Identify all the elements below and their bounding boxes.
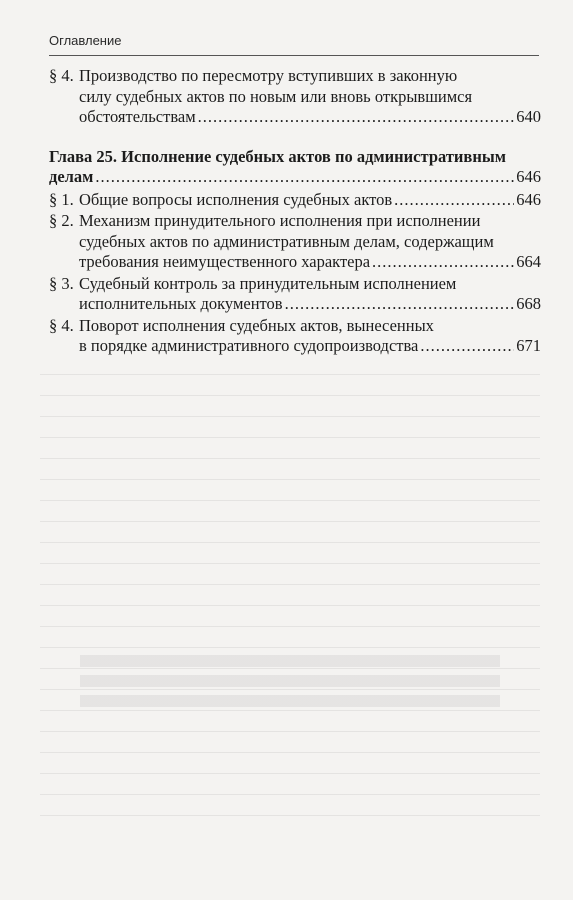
toc-chapter-25[interactable] xyxy=(49,147,541,188)
entry-title-line: в порядке административного судопроизводства xyxy=(79,336,419,355)
page-number: 671 xyxy=(516,336,541,355)
page-number: 646 xyxy=(516,189,541,209)
running-head-title: Оглавление xyxy=(49,33,122,48)
chapter-title-line: Глава 25. Исполнение судебных актов по административным xyxy=(49,146,506,166)
section-number: § 4. xyxy=(49,315,74,335)
page-number: 664 xyxy=(516,252,541,271)
entry-title-line: исполнительных документов xyxy=(79,294,283,313)
entry-title-line: Судебный контроль за принудительным исполнением xyxy=(79,273,457,293)
dot-leader xyxy=(95,167,514,188)
toc-entry-section-1[interactable] xyxy=(49,190,541,211)
page-number: 668 xyxy=(516,294,541,313)
toc-entry-section-4-reversal[interactable] xyxy=(49,316,541,357)
dot-leader xyxy=(372,252,514,273)
section-number: § 3. xyxy=(49,273,74,293)
entry-title-line: Общие вопросы исполнения судебных актов xyxy=(79,189,393,209)
entry-title-line: Поворот исполнения судебных актов, вынесенных xyxy=(79,315,434,335)
section-number: § 1. xyxy=(49,189,74,209)
reverse-side-bleed-through xyxy=(40,360,540,830)
page-number: 640 xyxy=(516,107,541,126)
dot-leader xyxy=(394,190,514,211)
dot-leader xyxy=(198,107,515,128)
entry-title-line: силу судебных актов по новым или вновь открывшимся xyxy=(79,86,473,106)
table-of-contents xyxy=(49,66,541,358)
toc-entry-section-4-review[interactable] xyxy=(49,66,541,128)
entry-title-line: судебных актов по административным делам, содержащим xyxy=(79,231,494,251)
section-number: § 2. xyxy=(49,211,74,230)
entry-title-line: Механизм принудительного исполнения при исполнении xyxy=(79,211,481,230)
dot-leader xyxy=(420,336,514,357)
entry-title-line: требования неимущественного характера xyxy=(79,252,371,271)
toc-entry-section-2[interactable] xyxy=(49,211,541,273)
chapter-title-line: делам xyxy=(49,167,94,186)
dot-leader xyxy=(285,294,515,315)
reverse-side-bleed-through-heading xyxy=(80,655,500,710)
entry-title-line: Производство по пересмотру вступивших в законную xyxy=(79,66,458,85)
section-number: § 4. xyxy=(49,66,74,85)
toc-entry-section-3[interactable] xyxy=(49,274,541,315)
page-number: 646 xyxy=(516,167,541,186)
header-rule xyxy=(49,55,539,56)
entry-title-line: обстоятельствам xyxy=(79,107,196,126)
